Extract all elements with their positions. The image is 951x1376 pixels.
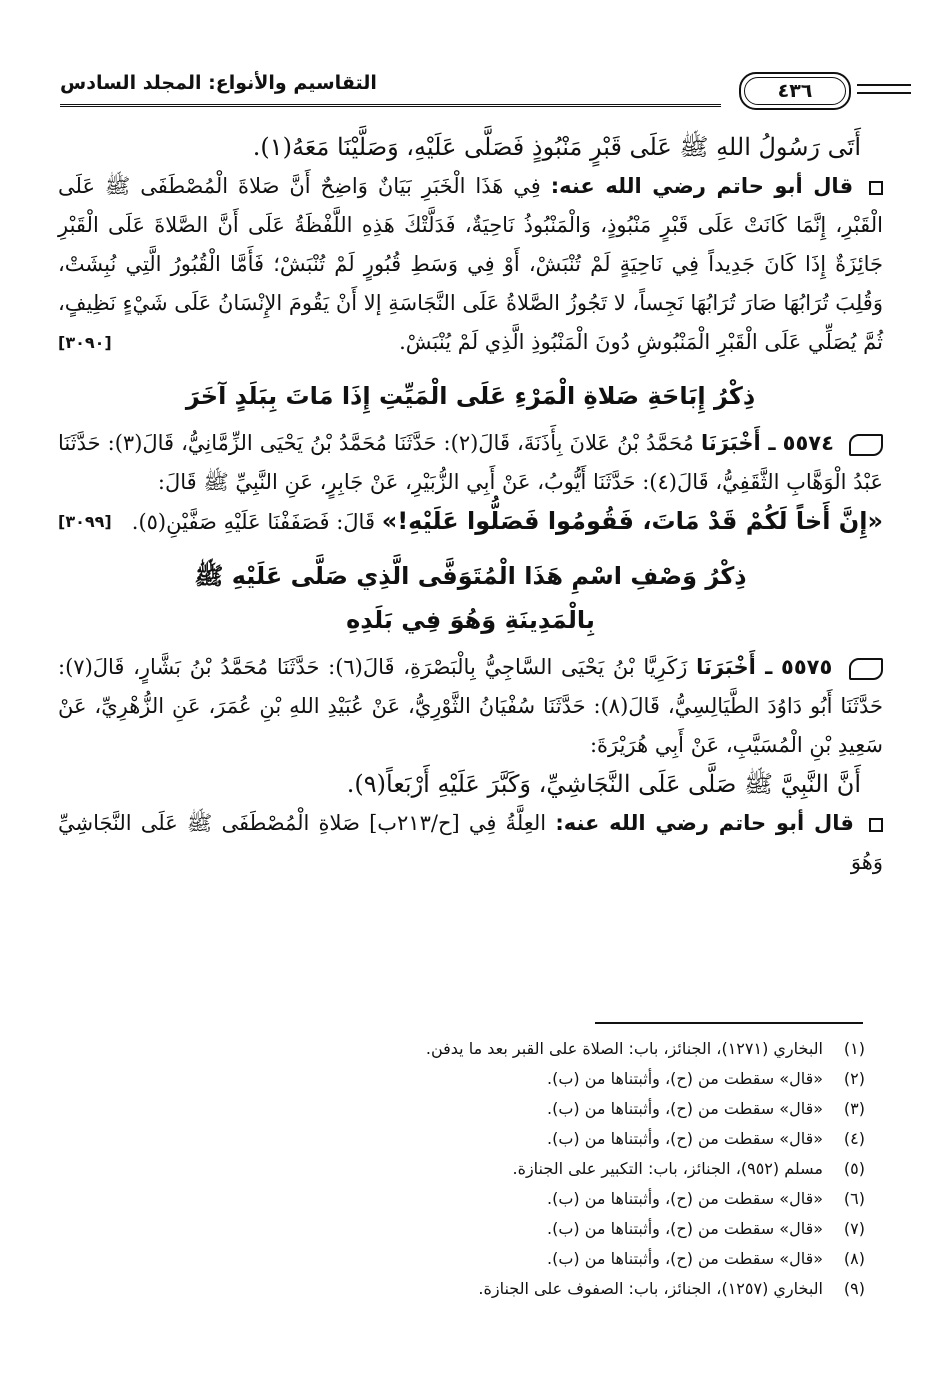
hadith-isnad	[58, 424, 883, 502]
running-title: التقاسيم والأنواع: المجلد السادس	[60, 72, 377, 94]
page-header	[40, 62, 911, 112]
footnote-item	[58, 1154, 865, 1184]
commentary-paragraph	[58, 167, 883, 362]
chapter-heading-line: بِالْمَدِينَةِ وَهُوَ فِي بَلَدِهِ	[346, 606, 595, 634]
hadith-matn: أَنَّ النَّبِيَّ ﷺ صَلَّى عَلَى النَّجَاشِيِّ، وَكَبَّرَ عَلَيْهِ أَرْبَعاً(٩).	[346, 770, 861, 798]
header-rule	[60, 104, 721, 107]
commentary-lead: قال أبو حاتم رضي الله عنه:	[550, 174, 854, 198]
commentary-paragraph	[58, 804, 883, 882]
page-number: ٤٣٦	[777, 80, 813, 102]
footnote-separator	[595, 1022, 863, 1024]
footnote-number: (٨)	[843, 1249, 865, 1268]
hadith-matn: أَتَى رَسُولُ اللهِ ﷺ عَلَى قَبْرٍ مَنْبُوذٍ فَصَلَّى عَلَيْهِ، وَصَلَّيْنَا مَعَهُ(١).	[252, 133, 861, 161]
footnote-item	[58, 1184, 865, 1214]
commentary-text: فِي هَذَا الْخَبَرِ بَيَانٌ وَاضِحٌ أَنَّ صَلاةَ الْمُصْطَفَى ﷺ عَلَى الْقَبْرِ، إِنَّمَا كَانَتْ عَلَى قَبْرٍ مَنْبُوذٍ، وَالْمَنْبُوذُ نَاحِيَةٌ، فَدَلَّتْكَ هَذِهِ اللَّفْظَةُ عَلَى أَنَّ الصَّلاةَ عَلَى الْقَبْرِ جَائِزَةٌ إِذَا كَانَ جَدِيداً فِي نَاحِيَةٍ لَمْ تُنْبَشْ، أَوْ فِي وَسَطِ قُبُورٍ لَمْ تُنْبَشْ؛ فَأَمَّا الْقُبُورُ الَّتِي نُبِشَتْ، وَقُلِبَ تُرَابُهَا صَارَ تُرَابُهَا نَجِساً، لا تَجُوزُ الصَّلاةُ عَلَى النَّجَاسَةِ إلا أَنْ يَقُومَ الإِنْسَانُ عَلَى شَيْءٍ نَظِيفٍ، ثُمَّ يُصَلِّي عَلَى الْقَبْرِ الْمَنْبُوشِ دُونَ الْمَنْبُوذِ الَّذِي لَمْ يُنْبَشْ.	[58, 174, 883, 354]
square-bullet-icon	[869, 818, 883, 832]
chapter-heading: ذِكْرُ إِبَاحَةِ صَلاةِ الْمَرْءِ عَلَى الْمَيِّتِ إِذَا مَاتَ بِبَلَدٍ آخَرَ	[185, 382, 756, 410]
footnote-number: (٢)	[843, 1069, 865, 1088]
footnote-item	[58, 1274, 865, 1304]
hadith-matn	[58, 502, 883, 542]
footnote-item	[58, 1094, 865, 1124]
footnote-text: «قال» سقطت من (ح)، وأثبتناها من (ب).	[547, 1219, 823, 1238]
footnote-text: مسلم (٩٥٢)، الجنائز، باب: التكبير على الجنازة.	[512, 1159, 823, 1178]
footnote-number: (٦)	[843, 1189, 865, 1208]
commentary-text: العِلَّةُ فِي [ح/٢١٣ب] صَلاةِ الْمُصْطَفَى ﷺ عَلَى النَّجَاشِيِّ وَهُوَ	[58, 811, 883, 874]
hadith-isnad	[58, 648, 883, 765]
footnote-text: «قال» سقطت من (ح)، وأثبتناها من (ب).	[547, 1189, 823, 1208]
footnote-number: (٣)	[843, 1099, 865, 1118]
commentary-lead: قال أبو حاتم رضي الله عنه:	[555, 811, 854, 835]
chapter-heading	[58, 554, 883, 642]
footnote-item	[58, 1034, 865, 1064]
reference-number: [٣٠٩٠]	[58, 333, 112, 352]
hadith-lead: ـ أَخْبَرَنَا	[700, 431, 776, 455]
isnad-text: مُحَمَّدُ بْنُ عَلانَ بِأَذَنَةَ، قَالَ(٢): حَدَّثَنَا مُحَمَّدُ بْنُ يَحْيَى الزِّمَّانِيُّ، قَالَ(٣): حَدَّثَنَا عَبْدُ الْوَهَّابِ الثَّقَفِيُّ، قَالَ(٤): حَدَّثَنَا أَيُّوبُ، عَنْ أَبِي الزُّبَيْرِ، عَنْ جَابِرٍ، عَنِ النَّبِيِّ ﷺ قَالَ:	[58, 431, 883, 494]
footnotes	[58, 1034, 865, 1304]
footnote-text: «قال» سقطت من (ح)، وأثبتناها من (ب).	[547, 1129, 823, 1148]
square-bullet-icon	[869, 181, 883, 195]
hadith-tail: قَالَ: فَصَفَفْنَا عَلَيْهِ صَفَّيْنِ(٥).	[131, 510, 375, 534]
footnote-number: (٩)	[843, 1279, 865, 1298]
hadith-marker-icon	[849, 434, 883, 456]
footnote-item	[58, 1064, 865, 1094]
footnote-text: «قال» سقطت من (ح)، وأثبتناها من (ب).	[547, 1249, 823, 1268]
chapter-heading-line: ذِكْرُ وَصْفِ اسْمِ هَذَا الْمُتَوَفَّى الَّذِي صَلَّى عَلَيْهِ ﷺ	[194, 562, 747, 590]
reference-number: [٣٠٩٩]	[58, 512, 112, 531]
footnote-item	[58, 1244, 865, 1274]
hadith-marker-icon	[849, 658, 883, 680]
footnote-text: البخاري (١٢٥٧)، الجنائز، باب: الصفوف على الجنازة.	[478, 1279, 823, 1298]
main-text	[58, 128, 883, 882]
header-rule-short	[857, 84, 911, 94]
footnote-number: (١)	[843, 1039, 865, 1058]
hadith-quote: «إِنَّ أَخاً لَكُمْ قَدْ مَاتَ، فَقُومُوا فَصَلُّوا عَلَيْهِ!»	[381, 507, 883, 535]
footnote-number: (٧)	[843, 1219, 865, 1238]
footnote-number: (٥)	[843, 1159, 865, 1178]
page-number-frame	[739, 72, 851, 110]
footnote-text: البخاري (١٢٧١)، الجنائز، باب: الصلاة على القبر بعد ما يدفن.	[425, 1039, 823, 1058]
footnote-number: (٤)	[843, 1129, 865, 1148]
footnote-text: «قال» سقطت من (ح)، وأثبتناها من (ب).	[547, 1069, 823, 1088]
hadith-number: ٥٥٧٤	[782, 431, 834, 455]
footnote-text: «قال» سقطت من (ح)، وأثبتناها من (ب).	[547, 1099, 823, 1118]
hadith-lead: ـ أَخْبَرَنَا	[696, 655, 773, 679]
hadith-number: ٥٥٧٥	[781, 655, 833, 679]
isnad-text: زَكَرِيَّا بْنُ يَحْيَى السَّاجِيُّ بِالْبَصْرَةِ، قَالَ(٦): حَدَّثَنَا مُحَمَّدُ بْنُ بَشَّارٍ، قَالَ(٧): حَدَّثَنَا أَبُو دَاوُدَ الطَّيَالِسِيُّ، قَالَ(٨): حَدَّثَنَا سُفْيَانُ الثَّوْرِيُّ، عَنْ عُبَيْدِ اللهِ بْنِ عُمَرَ، عَنِ الزُّهْرِيِّ، عَنْ سَعِيدِ بْنِ الْمُسَيَّبِ، عَنْ أَبِي هُرَيْرَةَ:	[58, 655, 883, 757]
footnote-item	[58, 1124, 865, 1154]
footnote-item	[58, 1214, 865, 1244]
